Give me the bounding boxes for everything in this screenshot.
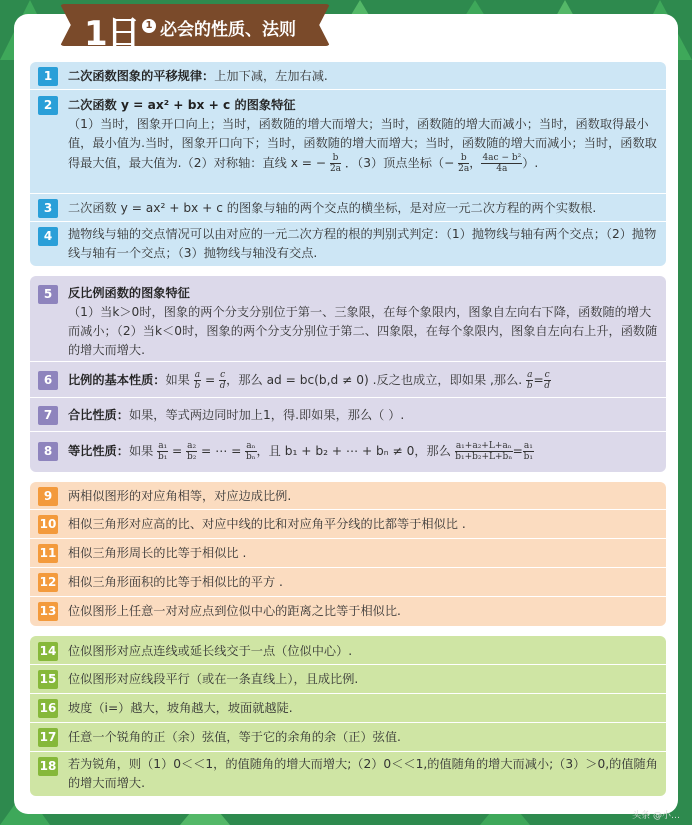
fraction: $\frac{c}{d}$ — [219, 370, 226, 391]
item-text: 位似图形上任意一对对应点到位似中心的距离之比等于相似比. — [68, 604, 401, 618]
item-text: 位似图形对应点连线或延长线交于一点（位似中心）. — [68, 644, 353, 658]
list-item — [30, 665, 666, 694]
item-text: 如果，等式两边同时加上1，得.即如果，那么（ ）. — [128, 408, 405, 422]
item-number: 13 — [38, 602, 58, 621]
list-item — [30, 597, 666, 626]
list-item: 2 二次函数 y = ax² + bx + c 的图象特征 （1）当时，图象开口向上；当时，函数随的增大而增大；当时，函数随的增大而减小；当时，函数取得最小值，最小值为.当时，图象开口向下；当时，函数随的增大而增大；当时，函数随的增大而减小；当时，函数取得最大值，最大值为.（2）对称轴：直线 x = − $\frac{b}{2a}$ ．（3）顶点坐标（− $\frac{b}{2a}$ ， $\frac{\text{4ac − b²}}{4a}$ ）. — [30, 90, 666, 194]
item-text: 坡度（i=）越大，坡角越大，坡面就越陡. — [68, 701, 293, 715]
item-text: （1）当k＞0时，图象的两个分支分别位于第一、三象限，在每个象限内，图象自左向右下降，函数随的增大而减小；（2）当k＜0时，图象的两个分支分别位于第二、四象限，在每个象限内，图象自左向右上升，函数随的增大而增大. — [68, 305, 658, 357]
item-text-2: ，那么 ad = bc(b,d ≠ 0) .反之也成立，即如果 ,那么. — [226, 373, 523, 387]
item-text: 两相似图形的对应角相等，对应边成比例. — [68, 489, 292, 503]
list-item: 8 等比性质：如果 $\frac{\text{a₁}}{\text{b₁}}$ = $\frac{\text{a₂}}{\text{b₂}}$ = ⋯ = $\frac{\text{aₙ}}{\text{bₙ}}$ ，且 b₁ + b₂ + ⋯ + bₙ ≠ 0，那么 $\frac{\text{a₁+a₂+L+aₙ}}{\text{b₁+b₂+L+bₙ}}$ = $\frac{\text{a₁}}{\text{b₁}}$ — [30, 432, 666, 472]
item-text: 相似三角形周长的比等于相似比 . — [68, 546, 247, 560]
fraction: $\frac{b}{2a}$ — [329, 153, 342, 174]
list-item — [30, 398, 666, 432]
item-title: 合比性质： — [68, 408, 129, 422]
fraction: $\frac{a}{b}$ — [194, 370, 201, 391]
item-text: 二次函数 y = ax² + bx + c 的图象与轴的两个交点的横坐标，是对应一元二次方程的两个实数根. — [68, 201, 597, 215]
list-item — [30, 694, 666, 723]
item-number: 15 — [38, 670, 58, 689]
group-similarity — [30, 482, 666, 626]
section-banner — [60, 4, 330, 54]
item-number: 18 — [38, 757, 58, 776]
item-title: 反比例函数的图象特征 — [68, 286, 190, 300]
fraction: $\frac{\text{a₁+a₂+L+aₙ}}{\text{b₁+b₂+L+bₙ}}$ — [455, 441, 513, 462]
item-text: 抛物线与轴的交点情况可以由对应的一元二次方程的根的判别式判定：（1）抛物线与轴有两个交点；（2）抛物线与轴有一个交点；（3）抛物线与轴没有交点. — [68, 227, 657, 260]
fraction: $\frac{a}{b}$ — [526, 370, 533, 391]
list-item: 6 比例的基本性质：如果 $\frac{a}{b}$ = $\frac{c}{d}$ ，那么 ad = bc(b,d ≠ 0) .反之也成立，即如果 ,那么. $\frac{a}{b}$ = $\frac{c}{d}$ — [30, 362, 666, 398]
list-item — [30, 636, 666, 665]
item-number: 10 — [38, 515, 58, 534]
item-number: 12 — [38, 573, 58, 592]
item-number: 14 — [38, 642, 58, 661]
list-item — [30, 194, 666, 222]
item-number: 17 — [38, 728, 58, 747]
item-number: 3 — [38, 199, 58, 218]
item-text-2: ．（3）顶点坐标（− — [344, 156, 455, 170]
list-item — [30, 222, 666, 266]
list-item — [30, 482, 666, 510]
item-number: 9 — [38, 487, 58, 506]
group-quadratic — [30, 62, 666, 266]
item-title: 二次函数图象的平移规律： — [68, 69, 215, 83]
item-title: 比例的基本性质： — [68, 373, 166, 387]
item-title: 二次函数 y = ax² + bx + c 的图象特征 — [68, 98, 296, 112]
item-text: 位似图形对应线段平行（或在一条直线上），且成比例. — [68, 672, 359, 686]
item-text: 如果 — [165, 373, 190, 387]
list-item — [30, 510, 666, 539]
item-text: 相似三角形面积的比等于相似比的平方 . — [68, 575, 283, 589]
fraction: $\frac{\text{a₂}}{\text{b₂}}$ — [186, 441, 197, 462]
item-text: （1）当时，图象开口向上；当时，函数随的增大而增大；当时，函数随的增大而减小；当时，函数取得最小值，最小值为.当时，图象开口向下；当时，函数随的增大而增大；当时，函数随的增大而减小；当时，函数取得最大值，最大值为.（2）对称轴：直线 x = − — [68, 117, 657, 170]
banner-title: 必会的性质、法则 — [160, 20, 296, 40]
item-number: 6 — [38, 371, 58, 390]
banner-number-badge: 1 — [142, 19, 156, 33]
list-item — [30, 752, 666, 796]
fraction: $\frac{\text{a₁}}{\text{b₁}}$ — [157, 441, 168, 462]
watermark: 头条 @小… — [632, 811, 680, 821]
item-text: 若为锐角，则（1）0＜＜1，的值随角的增大而增大;（2）0＜＜1,的值随角的增大而减小;（3）＞0,的值随角的增大而增大. — [68, 757, 658, 790]
item-text: 如果 — [128, 444, 154, 458]
fraction: $\frac{\text{4ac − b²}}{4a}$ — [482, 153, 522, 174]
list-item — [30, 723, 666, 752]
item-number: 16 — [38, 699, 58, 718]
item-number: 1 — [38, 67, 58, 86]
ellipsis-equals: = ⋯ = — [201, 444, 242, 458]
item-number: 11 — [38, 544, 58, 563]
list-item — [30, 539, 666, 568]
item-number: 4 — [38, 227, 58, 246]
group-homothety-trig — [30, 636, 666, 796]
fraction: $\frac{c}{d}$ — [544, 370, 551, 391]
item-text: 任意一个锐角的正（余）弦值，等于它的余角的余（正）弦值. — [68, 730, 401, 744]
list-item — [30, 276, 666, 362]
list-item — [30, 62, 666, 90]
day-label: 1日 — [84, 14, 140, 54]
item-number: 8 — [38, 442, 58, 461]
item-text-2: ，且 b₁ + b₂ + ⋯ + bₙ ≠ 0，那么 — [256, 444, 451, 458]
fraction: $\frac{b}{2a}$ — [458, 153, 470, 174]
item-number: 5 — [38, 285, 58, 304]
item-title: 等比性质： — [68, 444, 129, 458]
group-inverse-proportion — [30, 276, 666, 472]
item-number: 2 — [38, 96, 58, 115]
fraction: $\frac{\text{aₙ}}{\text{bₙ}}$ — [246, 441, 256, 462]
list-item — [30, 568, 666, 597]
item-text: 相似三角形对应高的比、对应中线的比和对应角平分线的比都等于相似比 . — [68, 517, 466, 531]
fraction: $\frac{\text{a₁}}{\text{b₁}}$ — [523, 441, 534, 462]
item-text-3: ）. — [522, 156, 539, 170]
item-number: 7 — [38, 406, 58, 425]
item-text: 上加下减，左加右减. — [214, 69, 328, 83]
